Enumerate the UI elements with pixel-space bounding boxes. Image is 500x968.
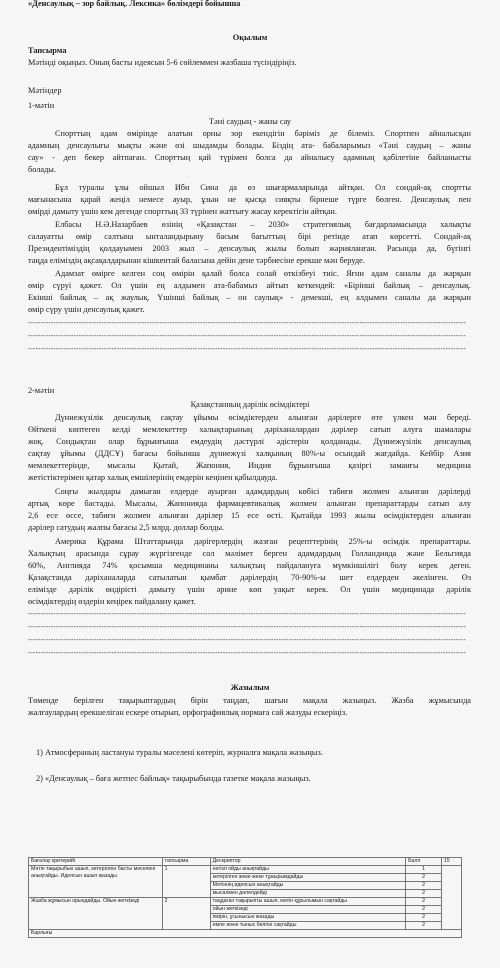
rubric-score: 2 [406, 922, 442, 930]
rubric-criterion: Мәтін тақырыбын ашып, көтерілген басты мәселені анықтайды. Идеясын ашып жазады [29, 866, 163, 898]
answer-line: ----------------------------------------------------------------------------------------------------------------------------------------------------------------------------- [28, 611, 466, 618]
text2-title: Қазақстанның дәрілік өсімдіктері [190, 400, 310, 409]
writing-intro-line: Төменде берілген тақырыптардың бірін таңдап, шағын мақала жазыңыз. Жазба жұмысында [28, 696, 471, 705]
text1-label: 1-мәтін [28, 101, 55, 110]
text1-line: болады. [28, 165, 56, 174]
rubric-score-blank [442, 866, 462, 930]
text2-line: 2,6 есе өссе, табиғи жолмен алынған дәрілер 15 есе өсті. Қытайда 1993 жылы өсімдіктерден алынған [28, 511, 471, 520]
text1-line: таңда еліміздің ақсақалдарынан кішкентай баласына дейін дене тәрбиесіне ерекше мән беруде. [28, 256, 365, 265]
answer-line: ----------------------------------------------------------------------------------------------------------------------------------------------------------------------------- [28, 637, 466, 644]
text1-line: Екінші байлық – ақ жаулық. Үшінші байлық – он саулық» - демекші, ең алдымен саналы да жарқын [28, 293, 471, 302]
rubric-criterion: Жазба жұмысын орындайды. Ойын жеткізеді [29, 898, 163, 930]
text2-label: 2-мәтін [28, 386, 55, 395]
rubric-header-criterion: Бағалау критерийі [29, 858, 163, 866]
text2-line: Халықтың арасында сұрау жүргізгенде сол мәлімет берген адамдардың Голландияда және Бельгияда [28, 549, 471, 558]
rubric-descriptor: негізгі ойды анықтайды [210, 866, 405, 874]
rubric-descriptor: таңдаған тақырыпты ашып, мәтін құрылымын сақтайды [210, 898, 405, 906]
text1-line: өмір сүру үшін денсаулық қажет. [28, 305, 145, 314]
text1-line: сау» - деп бекер айтпаған. Спорттың қай түрімен болса да айналысу адамның қабілетіне байланысты [28, 153, 471, 162]
text1-line: Спорттың адам өмірінде алатын орны зор екендігін бәріміз де білеміз. Спортпен айналысқан [55, 129, 471, 138]
text1-line: мағынасына қарай жеңіл немесе ауыр, ұзын не қысқа сияқты бірнеше түрге бөлген. Денсаулық пен [28, 195, 471, 204]
answer-line: ----------------------------------------------------------------------------------------------------------------------------------------------------------------------------- [28, 320, 466, 327]
rubric-task-number: 1 [162, 866, 210, 898]
task-label: Тапсырма [28, 46, 67, 55]
answer-line: ----------------------------------------------------------------------------------------------------------------------------------------------------------------------------- [28, 624, 466, 631]
text2-line: жоқ. Сондықтан олар бұрынғыша емдеудің дәстүрлі әдістерін қолданады. Дүниежүзілік денсаулық [28, 437, 471, 446]
rubric-score: 1 [406, 866, 442, 874]
rubric-header-task: тапсырма [162, 858, 210, 866]
text1-line: өмірді дамыту үшін кем дегенде спорттың 33 түрінен жаттығу жасау керектігін айтқан. [28, 207, 337, 216]
text1-line: Елбасы Н.Ә.Назарбаев өзінің «Қазақстан – 2030» стратегиялық бағдарламасында халықты [55, 220, 471, 229]
rubric-score: 2 [406, 874, 442, 882]
rubric-descriptor: ойын жеткізеді [210, 906, 405, 914]
text1-line: Президентіміздің қолдауымен 2003 жыл – денсаулық жылы болып жарияланған. Расында да, бүгінгі [28, 244, 471, 253]
text1-title: Тәні саудың - жаны сау [208, 117, 292, 126]
text1-line: Адамзат өмірге келген соң өмірін қалай болса солай өткізбеуі тиіс. Яғни адам саналы да жарқын [55, 269, 471, 278]
rubric-score: 2 [406, 882, 442, 890]
text2-line: Қазақстанда дәріханаларда сатылатын қымбат дәрілердің 70-90%-ы шет елдерден әкелінген. Өз [28, 573, 471, 582]
answer-line: ----------------------------------------------------------------------------------------------------------------------------------------------------------------------------- [28, 650, 466, 657]
reading-heading: Оқылым [232, 33, 268, 42]
rubric-header-score: Балл [406, 858, 442, 866]
rubric-descriptor: көтерілген жеке-жеке тұжырымдайды [210, 874, 405, 882]
text2-line: дәрілер сатудың жалпы бағасы 2,5 млрд. доллар болды. [28, 523, 225, 532]
text2-line: мемлекеттерінде, мысалы Қытай, Жапония, Индия бұрынғыша қазіргі заманғы медицина [28, 461, 471, 470]
rubric-row [29, 898, 462, 906]
rubric-descriptor: пікірін, ұсынысын жазады [210, 914, 405, 922]
rubric-row [29, 866, 462, 874]
text1-line: Бұл туралы ұлы ойшыл Ибн Сина да өз шығармаларында айтқан. Ол сондай-ақ спортты [55, 183, 471, 192]
text1-line: өмір сүруі қажет. Ол үшін ең алдымен ата-бабамыз айтып кеткендей: «Бірінші байлық – денсаулық. [28, 281, 471, 290]
text2-line: елімізде дәрілік өндірісті дамыту үшін әрине көп уақыт керек. Ол үшін медицинада дәрілік [28, 585, 471, 594]
rubric-table [28, 857, 462, 938]
writing-heading: Жазылым [230, 683, 270, 692]
rubric-total-label: Барлығы [29, 930, 462, 938]
rubric-task-number: 2 [162, 898, 210, 930]
text1-line: адамның денсаулығы мықты және өзі шыдамды болады. Біздің ата- бабаларымыз «Тәні саудың – жаны [28, 141, 471, 150]
answer-line: ----------------------------------------------------------------------------------------------------------------------------------------------------------------------------- [28, 333, 466, 340]
rubric-score: 2 [406, 890, 442, 898]
text2-line: өсімдіктердің өздерін кеңірек пайдалану қажет. [28, 597, 196, 606]
text2-line: 60%, Англияда 74% қосымша медицинаны халықтың пайдалануға мүмкіншілігі болу керек деген. [28, 561, 471, 570]
rubric-descriptor: емле және тыныс белгіні сақтайды [210, 922, 405, 930]
text2-line: Дүниежүзілік денсаулық сақтау ұйымы өсімдіктерден алынған дәрілерге өте үлкен мән береді. [55, 413, 471, 422]
rubric-descriptor: мысалмен дәлелдейді [210, 890, 405, 898]
rubric-header-descriptor: Дескриптор [210, 858, 405, 866]
answer-line: ----------------------------------------------------------------------------------------------------------------------------------------------------------------------------- [28, 346, 466, 353]
text2-line: Америка Құрама Штаттарында дәрігерлердің жазған рецепттерінің 25%-ы өсімдік препараттары. [55, 537, 471, 546]
task-text: Мәтінді оқыңыз. Оның басты идеясын 5-6 сөйлеммен жазбаша түсіндіріңіз. [28, 58, 297, 67]
texts-label: Мәтіндер [28, 86, 62, 95]
rubric-header-total-score: 15 [442, 858, 462, 866]
text2-line: Соңғы жылдары дамыған елдерде ауырған адамдардың көбісі табиғи жолмен алынған дәрілерді [55, 487, 471, 496]
text2-line: артық көре бастады. Мысалы, Жапонияда фармацевтикалық жолмен алынған препараттарды сатып алу [28, 499, 471, 508]
text2-line: сақтау ұйымы (ДДСҰ) бағасы бойынша дүниежүзі халқының 80%-ы осындай жағдайда. Кейбір Азия [28, 449, 471, 458]
rubric-total-row [29, 930, 462, 938]
rubric-score: 2 [406, 906, 442, 914]
rubric-score: 2 [406, 914, 442, 922]
writing-option: 1) Атмосфераның ластануы туралы мәселені көтеріп, журналға мақала жазыңыз. [36, 748, 323, 757]
text2-line: жетістіктерімен қатар халық емшілерінің емдерін кеңінен қабылдауда. [28, 473, 278, 482]
rubric-score: 2 [406, 898, 442, 906]
text1-line: салауатты өмір салтына ынталандырыну басым бағыттың бірі ретінде атап көрсетті. Сондай-ақ [28, 232, 471, 241]
rubric-header-row [29, 858, 462, 866]
writing-option: 2) «Денсаулық – баға жетпес байлық» тақырыбында газетке мақала жазыңыз. [36, 774, 311, 783]
writing-intro-line: жалғаулардың ерекшеліган ескере отырып, орфографиялық нормаға сай жазуды ескеріңіз. [28, 708, 348, 717]
rubric-descriptor: Мәтіннің идеясын анықтайды [210, 882, 405, 890]
text2-line: Өйткені көптеген келді мемлекеттер халықтарының дәріханалардан дәрілер сатып алуға шамалары [28, 425, 471, 434]
header-title: «Денсаулық – зор байлық. Лексика» бөлімдері бойынша [28, 0, 241, 8]
